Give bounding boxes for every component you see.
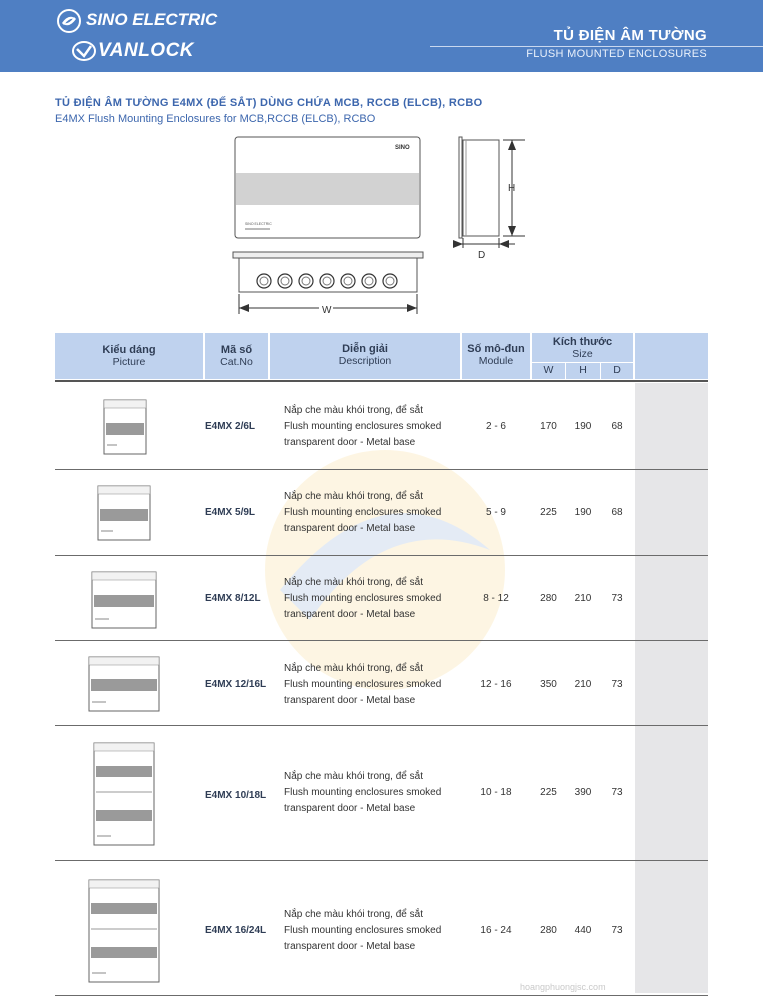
desc-vn: Nắp che màu khói trong, để sắt — [284, 771, 423, 782]
header-picture-vn: Kiểu dáng — [102, 344, 156, 356]
size-h: 440 — [574, 925, 592, 936]
brand-sino-electric: SINO ELECTRIC — [86, 10, 218, 29]
sino-logo-icon — [56, 8, 82, 34]
cat-no: E4MX 10/18L — [205, 790, 267, 801]
section-title-vn: TỦ ĐIỆN ÂM TƯỜNG E4MX (ĐẾ SẮT) DÙNG CHỨA MCB, RCCB (ELCB), RCBO — [55, 97, 483, 109]
desc-en: Flush mounting enclosures smoked — [284, 421, 442, 432]
desc-en: Flush mounting enclosures smoked — [284, 787, 442, 798]
desc-en: Flush mounting enclosures smoked — [284, 507, 442, 518]
module: 5 - 9 — [485, 507, 506, 518]
header-module-en: Module — [478, 355, 514, 367]
cat-no: E4MX 12/16L — [205, 679, 267, 690]
size-d: 73 — [611, 925, 623, 936]
enclosure-thumbnail-icon — [88, 656, 160, 712]
size-w: 225 — [540, 787, 557, 798]
size-w: 225 — [540, 507, 557, 518]
header-d: D — [613, 364, 621, 376]
desc-en-2: transparent door - Metal base — [284, 803, 416, 814]
desc-en: Flush mounting enclosures smoked — [284, 593, 442, 604]
size-h: 190 — [574, 421, 592, 432]
desc-en-2: transparent door - Metal base — [284, 437, 416, 448]
svg-text:W: W — [322, 305, 332, 316]
size-d: 68 — [611, 507, 623, 518]
header-size-vn: Kích thước — [552, 336, 613, 348]
header-catno-vn: Mã số — [220, 344, 253, 356]
size-w: 280 — [540, 925, 557, 936]
module: 2 - 6 — [485, 421, 506, 432]
desc-en-2: transparent door - Metal base — [284, 941, 416, 952]
header-module-vn: Số mô-đun — [467, 343, 525, 355]
svg-text:SINO ELECTRIC: SINO ELECTRIC — [245, 222, 272, 226]
enclosure-thumbnail-icon — [97, 485, 151, 541]
svg-text:H: H — [508, 183, 516, 194]
cat-no: E4MX 8/12L — [205, 593, 261, 604]
size-d: 73 — [611, 593, 623, 604]
size-w: 170 — [540, 421, 557, 432]
desc-en: Flush mounting enclosures smoked — [284, 925, 442, 936]
cat-no: E4MX 5/9L — [205, 507, 256, 518]
module: 8 - 12 — [483, 593, 509, 604]
brand-vanlock: VANLOCK — [98, 40, 195, 61]
header-subtitle: FLUSH MOUNTED ENCLOSURES — [526, 48, 707, 60]
desc-en-2: transparent door - Metal base — [284, 695, 416, 706]
header-title: TỦ ĐIỆN ÂM TƯỜNG — [553, 27, 707, 44]
desc-en-2: transparent door - Metal base — [284, 523, 416, 534]
header-divider — [430, 46, 763, 47]
header-h: H — [579, 364, 587, 376]
module: 12 - 16 — [480, 679, 512, 690]
cat-no: E4MX 2/6L — [205, 421, 256, 432]
desc-en-2: transparent door - Metal base — [284, 609, 416, 620]
size-w: 280 — [540, 593, 557, 604]
module: 16 - 24 — [480, 925, 512, 936]
enclosure-dimension-diagram — [225, 128, 555, 323]
size-h: 390 — [574, 787, 592, 798]
size-h: 190 — [574, 507, 592, 518]
footer-url: hoangphuongjsc.com — [520, 982, 606, 992]
svg-text:D: D — [478, 250, 486, 261]
module: 10 - 18 — [480, 787, 512, 798]
enclosure-thumbnail-icon — [103, 399, 147, 455]
desc-vn: Nắp che màu khói trong, để sắt — [284, 577, 423, 588]
desc-en: Flush mounting enclosures smoked — [284, 679, 442, 690]
header-w: W — [543, 364, 554, 376]
desc-vn: Nắp che màu khói trong, để sắt — [284, 663, 423, 674]
header-desc-en: Description — [338, 355, 392, 367]
header-size-en: Size — [572, 348, 593, 360]
size-d: 73 — [611, 679, 623, 690]
size-h: 210 — [574, 679, 592, 690]
svg-text:SINO: SINO — [395, 145, 410, 151]
desc-vn: Nắp che màu khói trong, để sắt — [284, 405, 423, 416]
header-catno-en: Cat.No — [220, 356, 253, 368]
cat-no: E4MX 16/24L — [205, 925, 267, 936]
size-d: 68 — [611, 421, 623, 432]
desc-vn: Nắp che màu khói trong, để sắt — [284, 909, 423, 920]
enclosure-thumbnail-icon — [88, 879, 160, 983]
size-w: 350 — [540, 679, 557, 690]
header-desc-vn: Diễn giải — [342, 343, 388, 355]
vanlock-logo-icon — [72, 40, 96, 62]
size-d: 73 — [611, 787, 623, 798]
section-title-en: E4MX Flush Mounting Enclosures for MCB,RCCB (ELCB), RCBO — [55, 113, 376, 125]
header-picture-en: Picture — [112, 356, 146, 368]
size-h: 210 — [574, 593, 592, 604]
enclosure-thumbnail-icon — [93, 742, 155, 846]
desc-vn: Nắp che màu khói trong, để sắt — [284, 491, 423, 502]
enclosure-thumbnail-icon — [91, 571, 157, 629]
page-header — [0, 0, 763, 72]
